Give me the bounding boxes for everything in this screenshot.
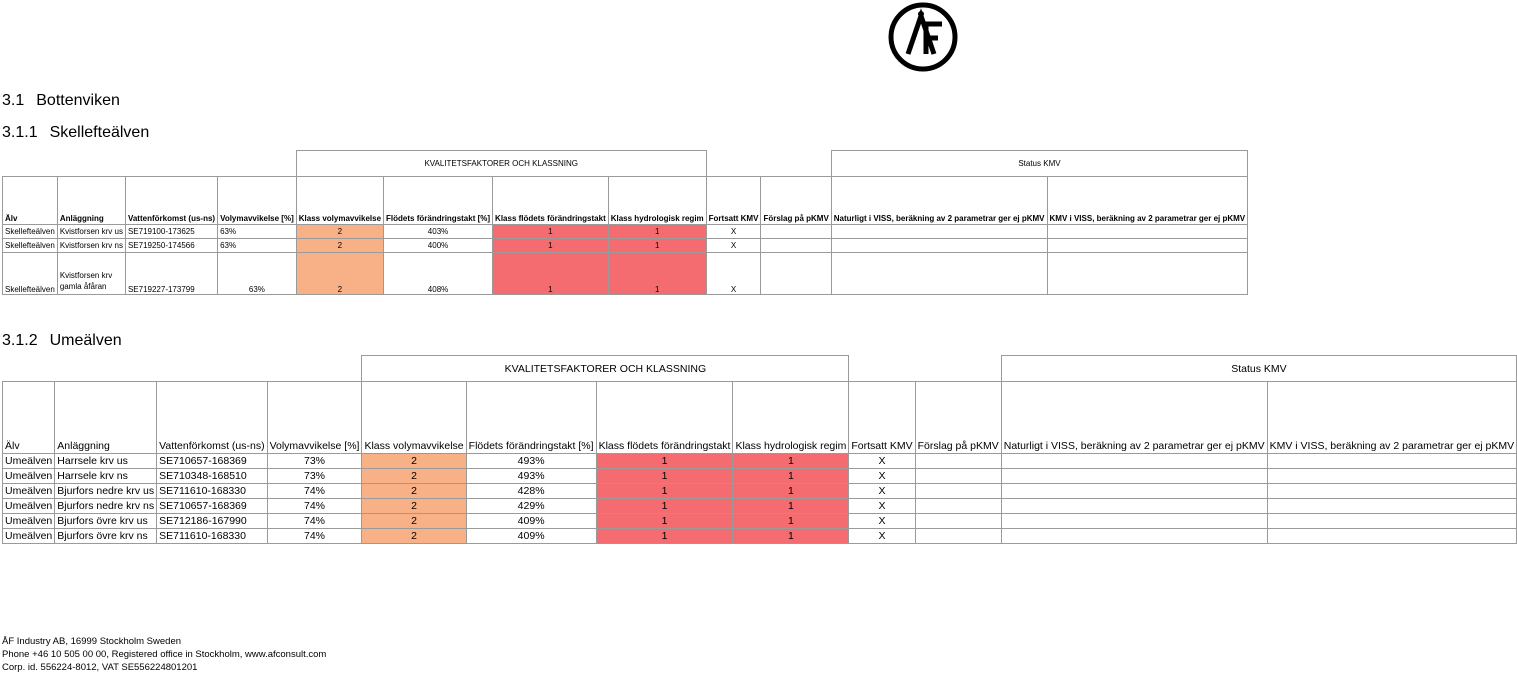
cell-naturligt [1001, 454, 1267, 469]
cell-klass-hydro: 1 [733, 484, 849, 499]
cell-fortsatt: X [706, 225, 761, 239]
header-fortsatt: Fortsatt KMV [706, 177, 761, 225]
cell-forslag [761, 253, 831, 295]
header-naturligt: Naturligt i VISS, beräkning av 2 parametrar ger ej pKMV [1001, 382, 1267, 454]
header-forslag: Förslag på pKMV [761, 177, 831, 225]
footer-line-corp: Corp. id. 556224-8012, VAT SE556224801201 [2, 662, 198, 673]
cell-volym: 73% [267, 469, 362, 484]
header-anlaggning: Anläggning [57, 177, 125, 225]
cell-fortsatt: X [706, 239, 761, 253]
cell-alv: Skellefteälven [3, 225, 58, 239]
af-logo [888, 2, 958, 72]
cell-klass-flodets: 1 [493, 225, 609, 239]
cell-anlaggning: Harrsele krv us [55, 454, 157, 469]
cell-klass-flodets: 1 [596, 499, 733, 514]
status-group-header: Status KMV [831, 151, 1247, 177]
cell-klass-hydro: 1 [608, 239, 706, 253]
header-naturligt: Naturligt i VISS, beräkning av 2 parametrar ger ej pKMV [831, 177, 1047, 225]
cell-anlaggning: Kvistforsen krv us [57, 225, 125, 239]
cell-vattenforekomst: SE712186-167990 [157, 514, 267, 529]
cell-flodets: 493% [466, 469, 596, 484]
cell-klass-flodets: 1 [596, 529, 733, 544]
cell-klass-flodets: 1 [493, 239, 609, 253]
cell-forslag [915, 514, 1001, 529]
section-heading: 3.1 Bottenviken [2, 92, 120, 109]
cell-volym: 63% [218, 225, 297, 239]
cell-kmv-viss [1267, 454, 1517, 469]
header-klass-volym: Klass volymavvikelse [362, 382, 466, 454]
cell-fortsatt: X [849, 499, 915, 514]
cell-forslag [761, 239, 831, 253]
header-volymavvikelse: Volymavvikelse [%] [218, 177, 297, 225]
cell-fortsatt: X [849, 469, 915, 484]
header-klass-flodets: Klass flödets förändringstakt [596, 382, 733, 454]
header-forslag: Förslag på pKMV [915, 382, 1001, 454]
header-klass-volym: Klass volymavvikelse [296, 177, 383, 225]
cell-forslag [915, 499, 1001, 514]
cell-volym: 74% [267, 529, 362, 544]
cell-volym: 63% [218, 253, 297, 295]
cell-alv: Umeälven [3, 484, 55, 499]
cell-kmv-viss [1267, 484, 1517, 499]
header-klass-flodets: Klass flödets förändringstakt [493, 177, 609, 225]
footer-line-contact: Phone +46 10 505 00 00, Registered office in Stockholm, www.afconsult.com [2, 649, 327, 660]
cell-naturligt [1001, 529, 1267, 544]
cell-klass-volym: 2 [362, 484, 466, 499]
table-row [3, 253, 1248, 295]
cell-alv: Umeälven [3, 499, 55, 514]
cell-kmv-viss [1047, 225, 1248, 239]
cell-klass-volym: 2 [362, 454, 466, 469]
cell-naturligt [831, 253, 1047, 295]
cell-naturligt [831, 225, 1047, 239]
cell-kmv-viss [1267, 514, 1517, 529]
cell-flodets: 428% [466, 484, 596, 499]
cell-kmv-viss [1267, 469, 1517, 484]
cell-fortsatt: X [849, 514, 915, 529]
status-group-header: Status KMV [1001, 356, 1516, 382]
cell-flodets: 429% [466, 499, 596, 514]
cell-volym: 73% [267, 454, 362, 469]
cell-naturligt [831, 239, 1047, 253]
header-klass-hydro: Klass hydrologisk regim [733, 382, 849, 454]
header-vattenforekomst: Vattenförkomst (us-ns) [157, 382, 267, 454]
cell-forslag [915, 454, 1001, 469]
header-alv: Älv [3, 177, 58, 225]
header-vattenforekomst: Vattenförkomst (us-ns) [125, 177, 217, 225]
cell-kmv-viss [1047, 239, 1248, 253]
cell-alv: Skellefteälven [3, 253, 58, 295]
cell-klass-hydro: 1 [608, 225, 706, 239]
cell-klass-volym: 2 [362, 529, 466, 544]
header-flodets: Flödets förändringstakt [%] [466, 382, 596, 454]
cell-volym: 74% [267, 499, 362, 514]
cell-naturligt [1001, 499, 1267, 514]
cell-forslag [915, 484, 1001, 499]
cell-klass-flodets: 1 [596, 484, 733, 499]
cell-anlaggning: Kvistforsen krv ns [57, 239, 125, 253]
header-kmv-viss: KMV i VISS, beräkning av 2 parametrar ger ej pKMV [1047, 177, 1248, 225]
cell-klass-volym: 2 [296, 239, 383, 253]
cell-vattenforekomst: SE710657-168369 [157, 499, 267, 514]
header-klass-hydro: Klass hydrologisk regim [608, 177, 706, 225]
cell-volym: 63% [218, 239, 297, 253]
cell-forslag [761, 225, 831, 239]
cell-fortsatt: X [849, 454, 915, 469]
cell-kmv-viss [1267, 529, 1517, 544]
subsection-heading-1: 3.1.1 Skellefteälven [2, 124, 150, 141]
cell-alv: Umeälven [3, 469, 55, 484]
cell-alv: Umeälven [3, 454, 55, 469]
quality-group-header: KVALITETSFAKTORER OCH KLASSNING [296, 151, 706, 177]
table-row [3, 454, 1517, 469]
table-row [3, 529, 1517, 544]
cell-klass-flodets: 1 [596, 469, 733, 484]
cell-anlaggning: Bjurfors nedre krv ns [55, 499, 157, 514]
cell-klass-flodets: 1 [596, 454, 733, 469]
header-kmv-viss: KMV i VISS, beräkning av 2 parametrar ger ej pKMV [1267, 382, 1517, 454]
cell-flodets: 400% [384, 239, 493, 253]
cell-vattenforekomst: SE719250-174566 [125, 239, 217, 253]
cell-volym: 74% [267, 484, 362, 499]
cell-kmv-viss [1267, 499, 1517, 514]
cell-anlaggning: Kvistforsen krv gamla åfåran [57, 253, 125, 295]
cell-klass-volym: 2 [362, 499, 466, 514]
cell-klass-volym: 2 [362, 514, 466, 529]
table-row [3, 514, 1517, 529]
cell-naturligt [1001, 484, 1267, 499]
cell-klass-flodets: 1 [493, 253, 609, 295]
table-row [3, 225, 1248, 239]
cell-kmv-viss [1047, 253, 1248, 295]
header-flodets: Flödets förändringstakt [%] [384, 177, 493, 225]
cell-klass-hydro: 1 [733, 469, 849, 484]
cell-klass-volym: 2 [296, 225, 383, 239]
cell-flodets: 403% [384, 225, 493, 239]
header-anlaggning: Anläggning [55, 382, 157, 454]
cell-flodets: 409% [466, 514, 596, 529]
cell-anlaggning: Bjurfors övre krv us [55, 514, 157, 529]
footer-line-address: ÅF Industry AB, 16999 Stockholm Sweden [2, 636, 182, 647]
cell-klass-flodets: 1 [596, 514, 733, 529]
cell-forslag [915, 529, 1001, 544]
cell-fortsatt: X [849, 529, 915, 544]
cell-klass-volym: 2 [296, 253, 383, 295]
table-ume [2, 355, 1517, 544]
cell-vattenforekomst: SE711610-168330 [157, 529, 267, 544]
cell-fortsatt: X [706, 253, 761, 295]
table-row [3, 484, 1517, 499]
cell-klass-hydro: 1 [608, 253, 706, 295]
cell-alv: Skellefteälven [3, 239, 58, 253]
header-alv: Älv [3, 382, 55, 454]
cell-vattenforekomst: SE710657-168369 [157, 454, 267, 469]
subsection-heading-2: 3.1.2 Umeälven [2, 332, 122, 349]
cell-flodets: 408% [384, 253, 493, 295]
cell-naturligt [1001, 514, 1267, 529]
cell-klass-hydro: 1 [733, 514, 849, 529]
cell-anlaggning: Bjurfors nedre krv us [55, 484, 157, 499]
cell-vattenforekomst: SE710348-168510 [157, 469, 267, 484]
cell-alv: Umeälven [3, 529, 55, 544]
table-row [3, 469, 1517, 484]
cell-klass-hydro: 1 [733, 454, 849, 469]
table-row [3, 239, 1248, 253]
cell-vattenforekomst: SE711610-168330 [157, 484, 267, 499]
cell-vattenforekomst: SE719100-173625 [125, 225, 217, 239]
cell-flodets: 409% [466, 529, 596, 544]
cell-klass-hydro: 1 [733, 499, 849, 514]
header-volymavvikelse: Volymavvikelse [%] [267, 382, 362, 454]
table-skellefte [2, 150, 1248, 295]
cell-flodets: 493% [466, 454, 596, 469]
page-footer [2, 635, 326, 674]
cell-klass-volym: 2 [362, 469, 466, 484]
cell-alv: Umeälven [3, 514, 55, 529]
cell-anlaggning: Bjurfors övre krv ns [55, 529, 157, 544]
table-row [3, 499, 1517, 514]
cell-volym: 74% [267, 514, 362, 529]
header-fortsatt: Fortsatt KMV [849, 382, 915, 454]
cell-vattenforekomst: SE719227-173799 [125, 253, 217, 295]
cell-naturligt [1001, 469, 1267, 484]
cell-klass-hydro: 1 [733, 529, 849, 544]
quality-group-header: KVALITETSFAKTORER OCH KLASSNING [362, 356, 849, 382]
cell-anlaggning: Harrsele krv ns [55, 469, 157, 484]
cell-forslag [915, 469, 1001, 484]
cell-fortsatt: X [849, 484, 915, 499]
